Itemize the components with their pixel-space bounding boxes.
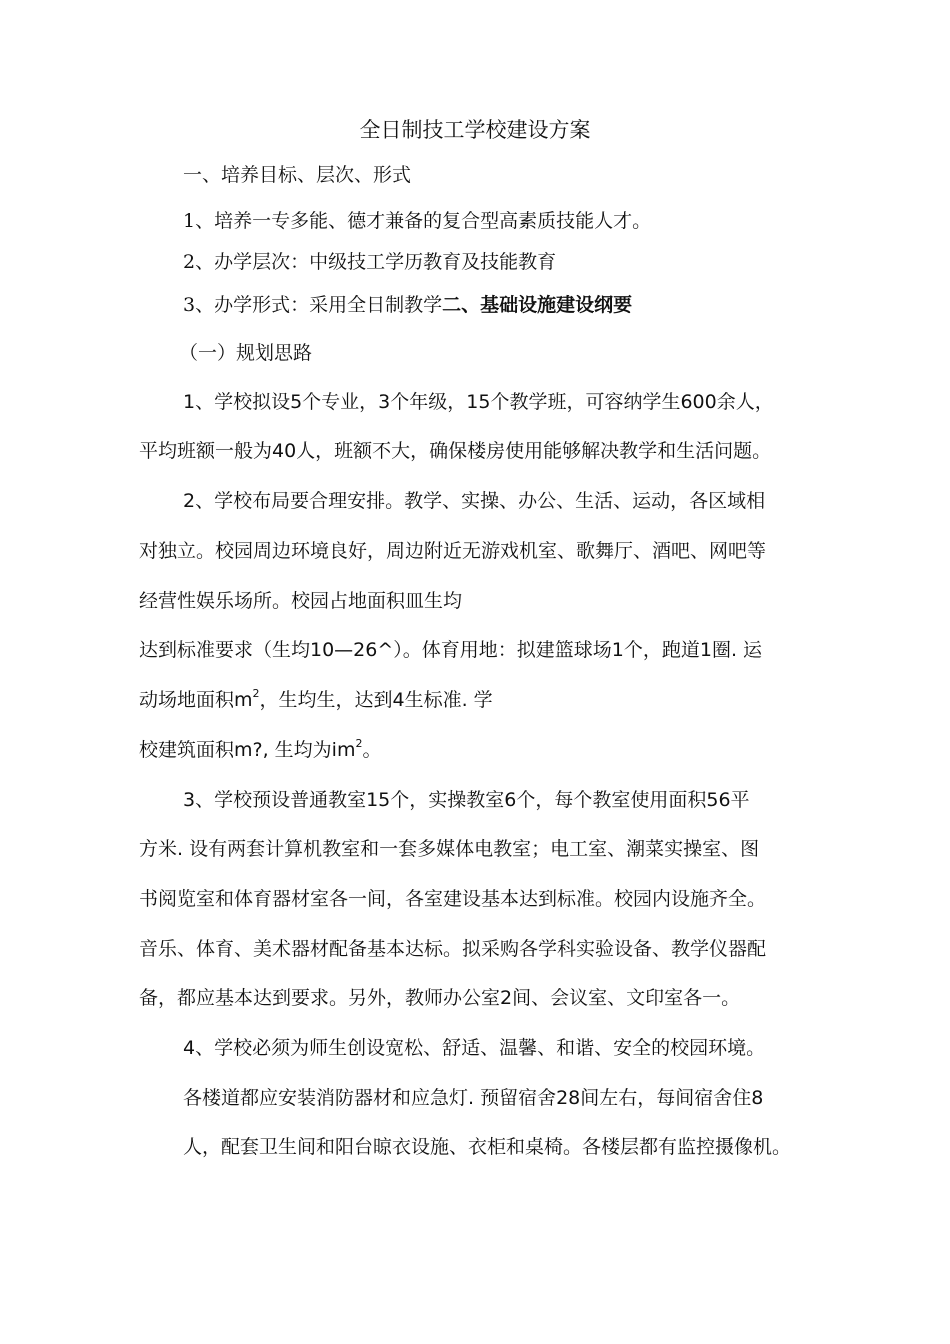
paragraph-1-line-2: 平均班额一般为40人，班额不大，确保楼房使用能够解决教学和生活问题。 [139, 440, 772, 462]
building-area-text: 校建筑面积m?, 生均为im [139, 739, 356, 761]
square-superscript: 2 [355, 736, 363, 750]
sports-area-text-rest: ，生均生，达到4生标准. 学 [259, 689, 493, 711]
paragraph-2-line-2: 对独立。校园周边环境良好，周边附近无游戏机室、歌舞厅、酒吧、网吧等 [139, 540, 767, 562]
paragraph-2-line-1: 2、学校布局要合理安排。教学、实操、办公、生活、运动，各区域相 [183, 490, 766, 512]
paragraph-3-line-2: 方米. 设有两套计算机教室和一套多媒体电教室；电工室、潮菜实操室、图 [139, 838, 760, 860]
building-area-text-end: 。 [362, 739, 382, 761]
paragraph-4-line-3: 人，配套卫生间和阳台晾衣设施、衣柜和桌椅。各楼层都有监控摄像机。 [183, 1136, 792, 1158]
goal-item-3 [183, 293, 632, 317]
goal-item-1: 1、培养一专多能、德才兼备的复合型高素质技能人才。 [183, 210, 652, 232]
goal-item-2: 2、办学层次：中级技工学历教育及技能教育 [183, 251, 557, 273]
paragraph-2-line-6 [139, 738, 381, 762]
paragraph-2-line-5 [139, 688, 493, 712]
paragraph-4-line-2: 各楼道都应安装消防器材和应急灯. 预留宿舍28间左右，每间宿舍住8 [183, 1087, 764, 1109]
square-superscript: 2 [252, 686, 260, 700]
document-title: 全日制技工学校建设方案 [359, 118, 591, 142]
paragraph-3-line-5: 备，都应基本达到要求。另外，教师办公室2间、会议室、文印室各一。 [139, 987, 741, 1009]
section-heading-goals: 一、培养目标、层次、形式 [183, 164, 412, 186]
paragraph-3-line-1: 3、学校预设普通教室15个，实操教室6个，每个教室使用面积56平 [183, 789, 750, 811]
paragraph-2-line-4: 达到标准要求（生均10—26^）。体育用地：拟建篮球场1个，跑道1圈. 运 [139, 639, 763, 661]
paragraph-4-line-1: 4、学校必须为师生创设宽松、舒适、温馨、和谐、安全的校园环境。 [183, 1037, 766, 1059]
paragraph-3-line-3: 书阅览室和体育器材室各一间，各室建设基本达到标准。校园内设施齐全。 [139, 888, 767, 910]
paragraph-1-line-1: 1、学校拟设5个专业，3个年级，15个教学班，可容纳学生600余人， [183, 391, 774, 413]
paragraph-3-line-4: 音乐、体育、美术器材配备基本达标。拟采购各学科实验设备、教学仪器配 [139, 938, 767, 960]
subsection-heading-planning: （一）规划思路 [179, 342, 313, 364]
section-heading-infrastructure: 二、基础设施建设纲要 [442, 294, 633, 316]
paragraph-2-line-3: 经营性娱乐场所。校园占地面积皿生均 [139, 590, 463, 612]
sports-area-text: 动场地面积m [139, 689, 253, 711]
goal-item-3-text: 3、办学形式：采用全日制教学 [183, 294, 443, 316]
